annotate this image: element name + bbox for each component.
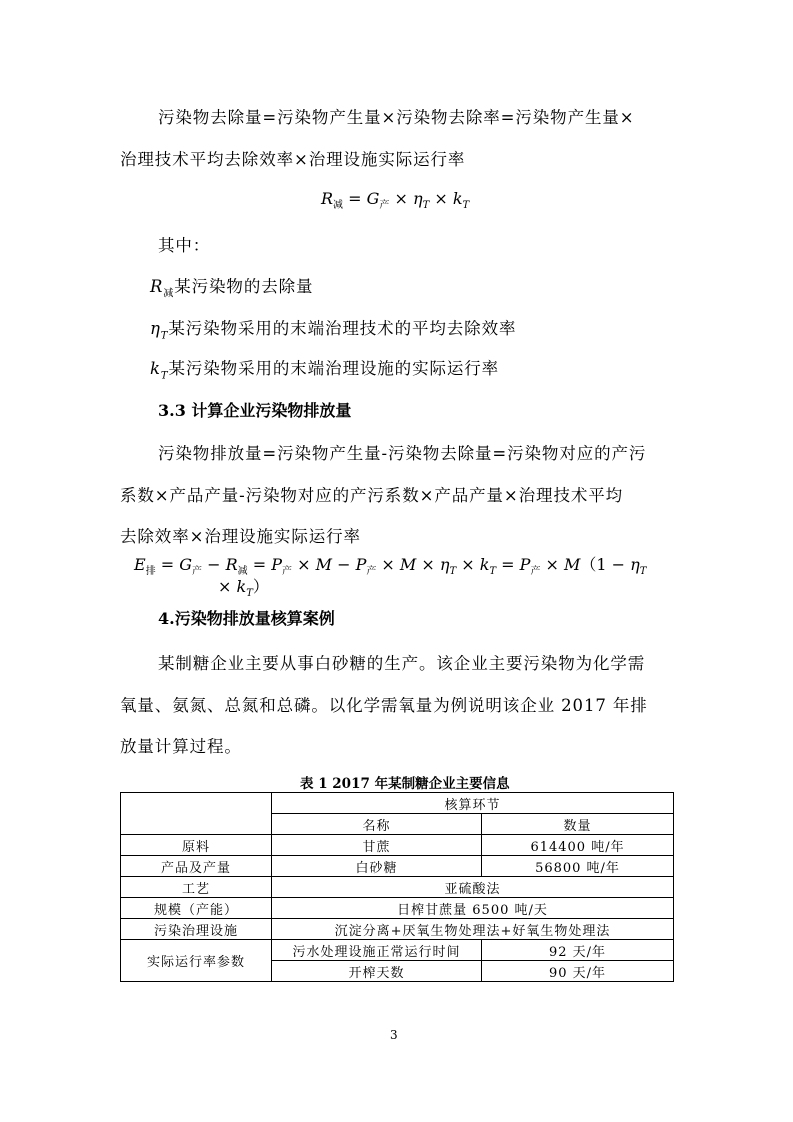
cell-product-qty: 56800 吨/年 (482, 856, 674, 877)
definition-eta: $\eta_T$某污染物采用的末端治理技术的平均去除效率 (150, 319, 517, 342)
table-row (121, 919, 674, 940)
cell-scale-value: 日榨甘蔗量 6500 吨/天 (272, 898, 674, 919)
section-3-3-line-2: 系数×产品产量-污染物对应的产污系数×产品产量×治理技术平均 (120, 486, 624, 505)
section-3-3-heading: 3.3 计算企业污染物排放量 (158, 401, 352, 420)
section-4-line-1: 某制糖企业主要从事白砂糖的生产。该企业主要污染物为化学需 (158, 654, 646, 673)
column-header-quantity: 数量 (482, 814, 674, 835)
definition-r: $R_减$某污染物的去除量 (150, 277, 314, 300)
table-row (121, 856, 674, 877)
section-4-line-3: 放量计算过程。 (120, 737, 242, 756)
cell-product-name: 白砂糖 (272, 856, 482, 877)
table-row (121, 940, 674, 961)
intro-line-2: 治理技术平均去除效率×治理设施实际运行率 (120, 150, 466, 169)
column-header-name: 名称 (272, 814, 482, 835)
where-label: 其中： (158, 236, 211, 255)
cell-rate-qty-1: 92 天/年 (482, 940, 674, 961)
formula-emission-line-1: $E_排 = G_产 - R_减 = P_产 \times M - P_产 \times M \times \eta_T \times k_T = P_产 \times M(1 - \eta_T$ (134, 555, 647, 578)
table-caption: 表 1 2017 年某制糖企业主要信息 (300, 776, 510, 792)
cell-facility-value: 沉淀分离+厌氧生物处理法+好氧生物处理法 (272, 919, 674, 940)
row-label-raw: 原料 (121, 835, 272, 856)
formula-emission-line-2: × $k_T$） (218, 577, 269, 600)
formula-removal: $R_减 = G_产 \times \eta_T \times k_T$ (321, 189, 470, 212)
intro-line-1: 污染物去除量=污染物产生量×污染物去除率=污染物产生量× (158, 108, 635, 127)
cell-process-value: 亚硫酸法 (272, 877, 674, 898)
table-row (121, 793, 674, 814)
cell-rate-name-1: 污水处理设施正常运行时间 (272, 940, 482, 961)
cell-rate-qty-2: 90 天/年 (482, 961, 674, 982)
cell-raw-qty: 614400 吨/年 (482, 835, 674, 856)
table-row (121, 835, 674, 856)
table-row (121, 877, 674, 898)
header-group-cell: 核算环节 (272, 793, 674, 814)
section-4-line-2: 氧量、氨氮、总氮和总磷。以化学需氧量为例说明该企业 2017 年排 (120, 696, 648, 715)
info-table (120, 792, 674, 982)
page-number: 3 (390, 1028, 398, 1042)
row-label-facility: 污染治理设施 (121, 919, 272, 940)
row-label-scale: 规模（产能） (121, 898, 272, 919)
section-3-3-line-3: 去除效率×治理设施实际运行率 (120, 527, 361, 546)
table-corner-cell (121, 793, 272, 835)
row-label-rate: 实际运行率参数 (121, 940, 272, 982)
section-3-3-line-1: 污染物排放量=污染物产生量-污染物去除量=污染物对应的产污 (158, 444, 647, 463)
row-label-process: 工艺 (121, 877, 272, 898)
definition-k: $k_T$某污染物采用的末端治理设施的实际运行率 (150, 359, 500, 382)
row-label-product: 产品及产量 (121, 856, 272, 877)
section-4-heading: 4.污染物排放量核算案例 (158, 609, 335, 628)
table-row (121, 898, 674, 919)
cell-rate-name-2: 开榨天数 (272, 961, 482, 982)
cell-raw-name: 甘蔗 (272, 835, 482, 856)
